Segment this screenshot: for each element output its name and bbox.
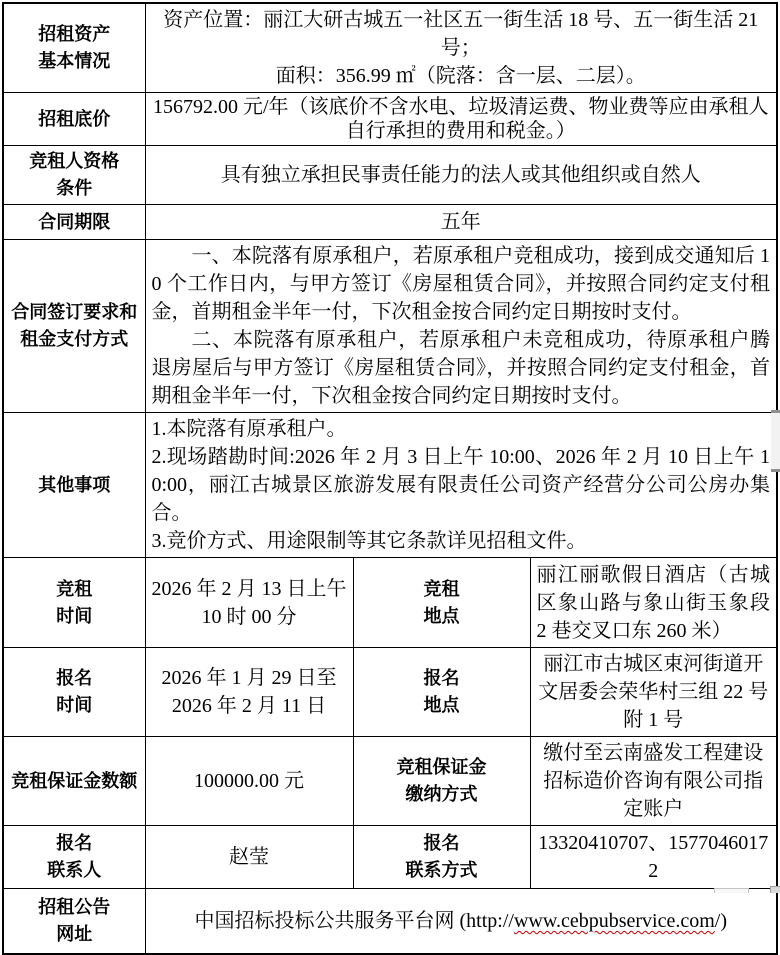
contact-person-label bbox=[3, 826, 145, 889]
contract-term-value: 五年 bbox=[145, 205, 777, 240]
row-contract-signing bbox=[3, 240, 777, 413]
row-qualification bbox=[3, 146, 777, 205]
qualification-value: 具有独立承担民事责任能力的法人或其他组织或自然人 bbox=[145, 146, 777, 205]
row-asset-info bbox=[3, 3, 777, 93]
row-announcement-website bbox=[3, 889, 777, 954]
row-deposit bbox=[3, 737, 777, 826]
other-item-3: 3.竞价方式、用途限制等其它条款详见招租文件。 bbox=[151, 530, 587, 552]
bid-place-value: 丽江丽歌假日酒店（古城区象山路与象山街玉象段 2 巷交叉口东 260 米） bbox=[530, 558, 777, 648]
row-signup-time-place bbox=[3, 648, 777, 737]
label-line: 地点 bbox=[423, 695, 460, 715]
label-line: 地点 bbox=[423, 605, 460, 626]
deposit-amount-value: 100000.00 元 bbox=[145, 737, 353, 826]
label-line: 合同签订要求和 bbox=[11, 302, 138, 322]
label-line: 时间 bbox=[56, 695, 93, 715]
signup-time-line: 2026 年 2 月 11 日 bbox=[171, 695, 327, 717]
row-bid-time-place bbox=[3, 558, 777, 648]
contract-signing-label bbox=[3, 240, 145, 413]
contact-phone-value: 13320410707、15770460172 bbox=[530, 826, 777, 889]
base-price-value: 156792.00 元/年（该底价不含水电、垃圾清运费、物业费等应由承租人自行承担的费用和税金。） bbox=[145, 93, 777, 146]
other-matters-label: 其他事项 bbox=[3, 413, 145, 558]
label-line: 招租资产 bbox=[38, 24, 111, 44]
row-base-price bbox=[3, 93, 777, 146]
signup-place-label bbox=[353, 648, 530, 737]
contract-paragraph-2: 二、本院落有原承租户，若原承租户未竞租成功，待原承租户腾退房屋后与甲方签订《房屋租赁合同》，并按照合同约定支付租金，首期租金半年一付，下次租金按合同约定日期按时支付。 bbox=[151, 329, 771, 407]
contract-paragraph-1: 一、本院落有原承租户，若原承租户竞租成功，接到成交通知后 10 个工作日内，与甲方签订《房屋租赁合同》，并按照合同约定支付租金，首期租金半年一付，下次租金按合同约定日期按时支付。 bbox=[151, 245, 771, 323]
label-line: 竞租 bbox=[56, 578, 93, 599]
label-line: 租金支付方式 bbox=[20, 329, 129, 349]
contact-phone-label bbox=[353, 826, 530, 889]
label-line: 联系方式 bbox=[405, 860, 478, 880]
signup-time-label bbox=[3, 648, 145, 737]
website-label bbox=[3, 889, 145, 954]
signup-place-value: 丽江市古城区束河街道开文居委会荣华村三组 22 号附 1 号 bbox=[530, 648, 777, 737]
deposit-method-label bbox=[353, 737, 530, 826]
deposit-method-value: 缴付至云南盛发工程建设招标造价咨询有限公司指定账户 bbox=[530, 737, 777, 826]
row-contract-term bbox=[3, 205, 777, 240]
bid-time-value: 2026 年 2 月 13 日上午 10 时 00 分 bbox=[145, 558, 353, 648]
label-line: 联系人 bbox=[47, 860, 102, 880]
other-item-2: 2.现场踏勘时间:2026 年 2 月 3 日上午 10:00、2026 年 2 月 10 日上午 10:00，丽江古城景区旅游发展有限责任公司资产经营分公司公房办集合。 bbox=[151, 446, 771, 524]
label-line: 竞租保证金 bbox=[396, 757, 487, 777]
label-line: 招租公告 bbox=[38, 896, 111, 917]
label-line: 报名 bbox=[56, 668, 93, 688]
label-line: 网址 bbox=[56, 923, 93, 944]
signup-time-line: 2026 年 1 月 29 日至 bbox=[161, 667, 337, 689]
contact-person-value: 赵莹 bbox=[145, 826, 353, 889]
signup-time-value bbox=[145, 648, 353, 737]
bid-time-label bbox=[3, 558, 145, 648]
label-line: 缴纳方式 bbox=[405, 784, 478, 804]
contract-signing-value bbox=[145, 240, 777, 413]
label-line: 竞租人资格 bbox=[29, 151, 120, 171]
asset-area-text: 面积：356.99 ㎡（院落：含一层、二层）。 bbox=[275, 65, 646, 87]
base-price-label: 招租底价 bbox=[3, 93, 145, 146]
qualification-label bbox=[3, 146, 145, 205]
vertical-scrollbar-thumb[interactable] bbox=[771, 410, 780, 472]
bid-place-label bbox=[353, 558, 530, 648]
label-line: 报名 bbox=[423, 833, 460, 853]
rental-notice-table bbox=[2, 2, 778, 955]
website-url: www.cebpubservice.com bbox=[513, 909, 715, 932]
other-item-1: 1.本院落有原承租户。 bbox=[151, 418, 347, 440]
scrollbar-corner bbox=[770, 886, 780, 893]
label-line: 时间 bbox=[56, 605, 93, 626]
website-value bbox=[145, 889, 777, 954]
label-line: 报名 bbox=[56, 833, 93, 853]
row-contact bbox=[3, 826, 777, 889]
label-line: 竞租 bbox=[423, 578, 460, 599]
deposit-amount-label: 竞租保证金数额 bbox=[3, 737, 145, 826]
asset-info-value bbox=[145, 3, 777, 93]
label-line: 基本情况 bbox=[38, 51, 111, 71]
website-text-prefix: 中国招标投标公共服务平台网 (http:// bbox=[194, 909, 514, 932]
label-line: 报名 bbox=[423, 668, 460, 688]
contract-term-label: 合同期限 bbox=[3, 205, 145, 240]
asset-location-text: 资产位置：丽江大研古城五一社区五一街生活 18 号、五一街生活 21 号； bbox=[163, 9, 759, 59]
website-text-suffix: /) bbox=[714, 909, 728, 932]
row-other-matters bbox=[3, 413, 777, 558]
asset-info-label bbox=[3, 3, 145, 93]
label-line: 条件 bbox=[56, 178, 93, 198]
other-matters-value bbox=[145, 413, 777, 558]
